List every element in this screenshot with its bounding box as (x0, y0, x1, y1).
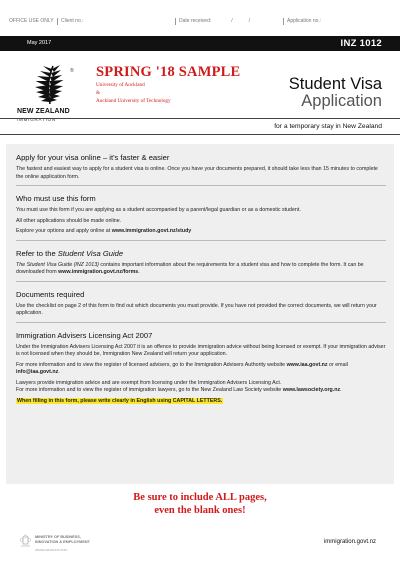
guide-text-body: contains important information about the requirements for a student visa and how to complete the form. It can be downloaded from (16, 261, 364, 275)
mbie-line-1: MINISTRY OF BUSINESS, (35, 535, 81, 539)
date-separator: / (231, 18, 233, 24)
silver-fern-icon (33, 62, 67, 106)
section-divider (16, 281, 386, 282)
who-text-3-prefix: Explore your options and apply online at (16, 228, 112, 234)
advisers-text-3 (16, 380, 386, 395)
reminder-line-1: Be sure to include ALL pages, (133, 492, 267, 503)
capital-letters-highlight: When filling in this form, please write clearly in English using CAPITAL LETTERS. (17, 397, 223, 404)
online-text: The fastest and easiest way to apply for a student visa is online. Once you have your documents prepared, it should take less than 15 minutes to complete the online application form. (16, 166, 378, 180)
mbie-name (35, 535, 90, 544)
section-divider (16, 322, 386, 323)
mbie-logo (20, 534, 140, 554)
guide-heading-prefix: Refer to the (16, 248, 58, 258)
sample-ampersand: & (96, 89, 101, 96)
date-received-label: Date received: (179, 18, 212, 24)
title-line-2: Application (301, 92, 382, 110)
mbie-maori-name: HĪKINA WHAKATUTUKI (35, 548, 68, 552)
form-title (289, 76, 382, 110)
reminder-line-2: even the blank ones! (154, 504, 246, 516)
advisers-text-2 (16, 362, 386, 377)
guide-text-end: . (138, 269, 140, 275)
coat-of-arms-icon (20, 534, 31, 548)
form-code: INZ 1012 (340, 38, 382, 49)
section-heading-guide (16, 249, 386, 258)
logo-agency: IMMIGRATION (17, 117, 56, 122)
iaa-email-link[interactable]: info@iaa.govt.nz (16, 369, 59, 375)
date-received-field[interactable] (176, 18, 284, 25)
include-pages-reminder (0, 492, 400, 517)
section-heading-documents: Documents required (16, 289, 85, 299)
sample-university-1: University of Auckland (96, 82, 145, 88)
guide-text-title: The Student Visa Guide (INZ 1013) (16, 261, 99, 268)
header-bar (0, 36, 400, 51)
advisers-text-2-mid: or email (327, 361, 348, 368)
mbie-line-2: INNOVATION & EMPLOYMENT (35, 539, 90, 544)
section-divider (16, 240, 386, 241)
who-text-3 (16, 228, 386, 236)
registered-mark: ® (70, 68, 74, 74)
advisers-text-2-end: . (58, 369, 60, 375)
client-no-field[interactable]: Client no.: (58, 18, 176, 25)
title-line-1: Student Visa (288, 75, 382, 93)
sample-heading: SPRING '18 SAMPLE (96, 64, 241, 80)
date-separator: / (248, 18, 251, 24)
guide-heading-title: Student Visa Guide (57, 248, 124, 258)
lawsociety-link[interactable]: www.lawsociety.org.nz (282, 387, 341, 393)
advisers-text-1: Under the Immigration Advisers Licensing Act 2007 it is an offence to provide immigration advice without being licensed or exempt. If your immigration adviser is not licensed when they should be, Immigration New Zealand will return your application. (16, 343, 386, 357)
advisers-text-3-end: . (340, 387, 342, 393)
sample-stamp (96, 64, 240, 104)
who-text-2: All other applications should be made online. (16, 217, 122, 224)
advisers-text-3-line1: Lawyers provide immigration advice and are exempt from licensing under the Immigration Advisers Licensing Act. (16, 379, 282, 386)
divider (0, 134, 400, 135)
section-divider (16, 185, 386, 186)
capital-letters-note (16, 398, 386, 406)
section-heading-online: Apply for your visa online – it's faster & easier (16, 153, 170, 162)
guide-text (16, 262, 386, 277)
form-subtitle: for a temporary stay in New Zealand (274, 123, 382, 130)
section-heading-advisers: Immigration Advisers Licensing Act 2007 (16, 330, 153, 340)
form-date: May 2017 (27, 40, 52, 46)
application-no-field[interactable]: Application no.: (287, 18, 322, 24)
divider (0, 118, 400, 119)
logo-country: NEW ZEALAND (17, 108, 70, 115)
footer-url[interactable]: immigration.govt.nz (323, 539, 376, 545)
office-use-bar (6, 18, 394, 25)
documents-text: Use the checklist on page 2 of this form to find out which documents you must provide. If you have not provided the correct documents, we will return your application. (16, 302, 377, 316)
advisers-text-3-line2: For more information and to view the register of immigration lawyers, go to the New Zealand Law Society website (16, 387, 283, 393)
sample-university-2: Auckland University of Technology (96, 97, 171, 104)
advisers-text-2-body: For more information and to view the register of licensed advisers, go to the Immigration Advisers Authority website (16, 361, 287, 368)
office-use-label: OFFICE USE ONLY (6, 18, 58, 25)
info-content (16, 151, 386, 408)
section-heading-who: Who must use this form (16, 194, 96, 203)
iaa-link[interactable]: www.iaa.govt.nz (286, 361, 328, 368)
who-text-1: You must use this form if you are applying as a student accompanied by a parent/legal guardian or as a domestic student. (16, 207, 301, 213)
study-link[interactable]: www.immigration.govt.nz/study (111, 228, 192, 234)
forms-link[interactable]: www.immigration.govt.nz/forms (58, 269, 139, 275)
